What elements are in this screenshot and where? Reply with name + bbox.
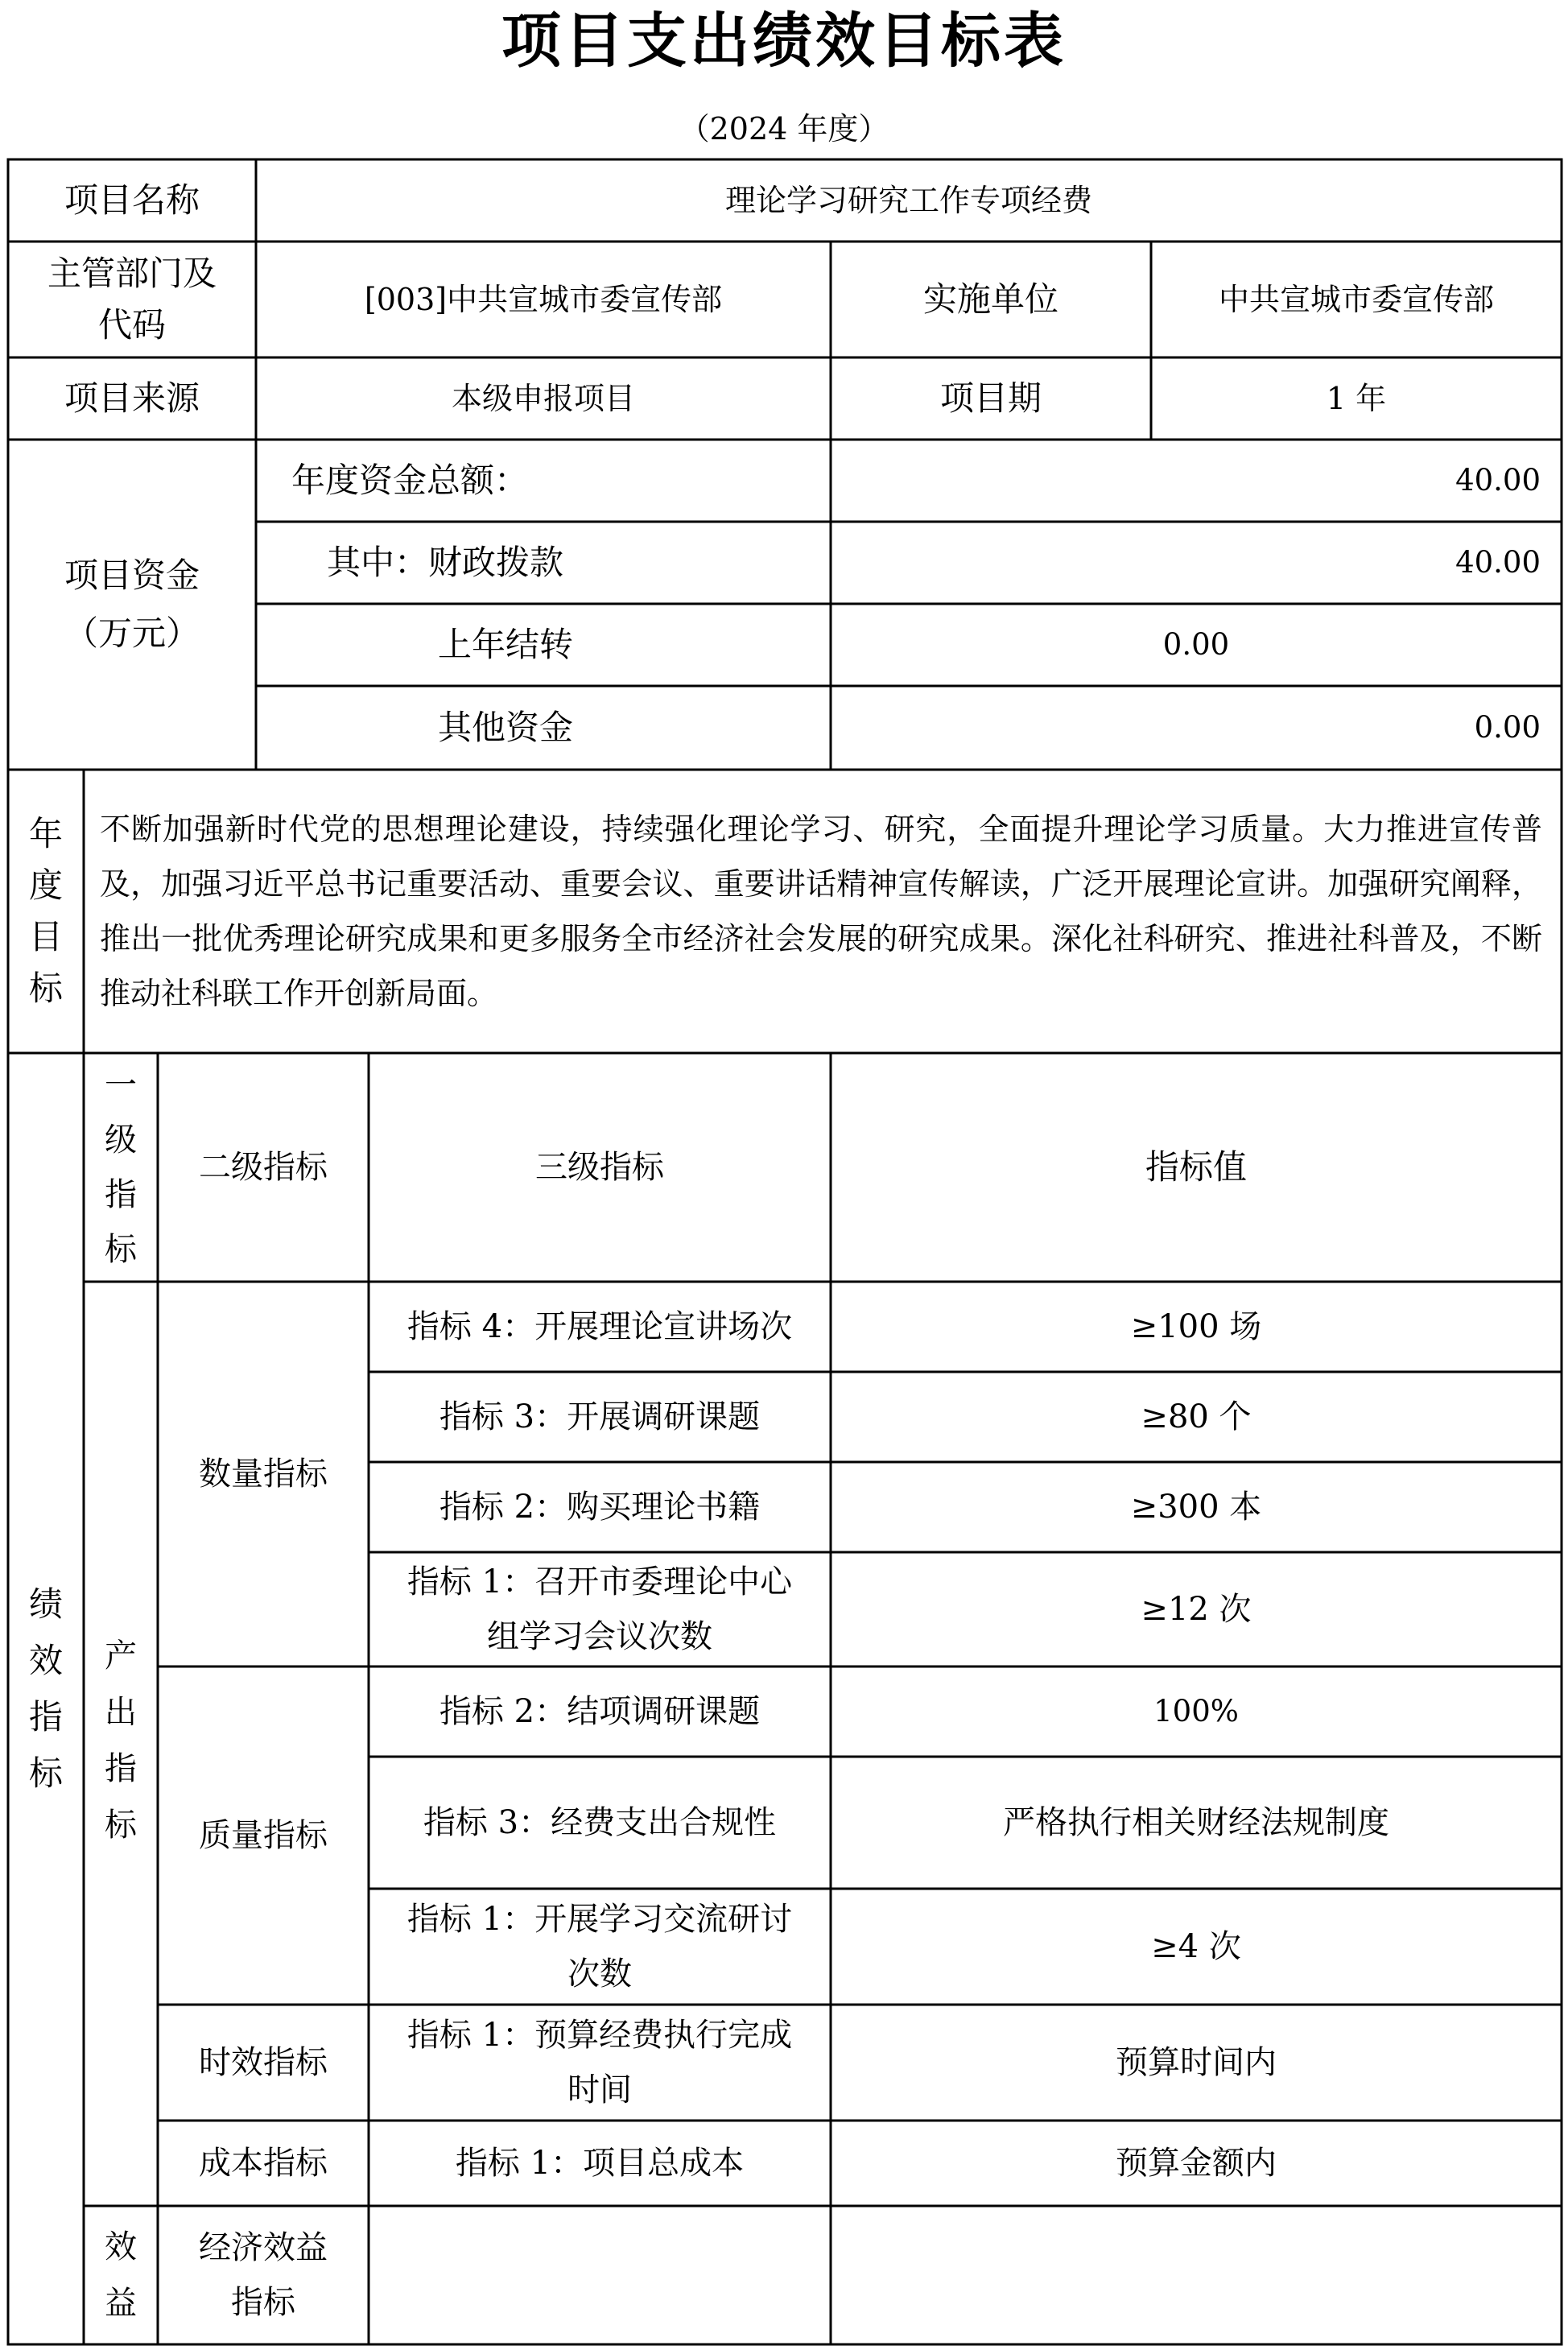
period-value: 1 年: [1326, 381, 1387, 416]
header-level1: 一 级 指 标: [105, 1067, 137, 1268]
header-level2: 二级指标: [199, 1149, 328, 1186]
project-name-value: 理论学习研究工作专项经费: [724, 183, 1092, 218]
indicator-value: ≥4 次: [1151, 1928, 1241, 1965]
project-name-label: 项目名称: [64, 180, 200, 220]
funds-carryover-label: 上年结转: [438, 625, 574, 664]
indicator-value: 预算时间内: [1116, 2044, 1277, 2081]
indicator-name: 指标 2：结项调研课题: [439, 1693, 761, 1730]
header-level3: 三级指标: [535, 1149, 664, 1186]
indicator-value: ≥12 次: [1141, 1591, 1252, 1628]
indicator-name: 指标 1：预算经费执行完成 时间: [406, 2017, 793, 2108]
funds-fiscal-value: 40.00: [1455, 545, 1541, 580]
period-label: 项目期: [939, 378, 1042, 418]
funds-fiscal-label: 其中：财政拨款: [327, 543, 564, 582]
source-value: 本级申报项目: [451, 381, 635, 416]
indicator-value: ≥300 本: [1130, 1489, 1262, 1526]
indicator-name: 指标 1：召开市委理论中心 组学习会议次数: [406, 1563, 793, 1655]
funds-total-label: 年度资金总额：: [291, 461, 529, 500]
indicator-value: 100%: [1153, 1694, 1239, 1728]
goal-text: 不断加强新时代党的思想理论建设，持续强化理论学习、研究，全面提升理论学习质量。大力推进宣传普及，加强习近平总书记重要活动、重要会议、重要讲话精神宣传解读，广泛开展理论宣讲。加强研究阐释，推出一批优秀理论研究成果和更多服务全市经济社会发展的研究成果。深化社科研究、推进社科普及，不断推动社科联工作开创新局面。: [100, 812, 1542, 1011]
group-quality-label: 质量指标: [199, 1817, 328, 1854]
benefit-indicators-label: 效 益: [105, 2228, 137, 2322]
header-value: 指标值: [1145, 1147, 1247, 1187]
indicator-name: 指标 1：开展学习交流研讨 次数: [406, 1901, 793, 1993]
indicator-value: 预算金额内: [1116, 2145, 1277, 2182]
goal-label: 年 度 目 标: [28, 814, 63, 1008]
funds-other-value: 0.00: [1474, 710, 1541, 745]
indicator-name: 指标 3：开展调研课题: [439, 1398, 761, 1435]
page-subtitle: （2024 年度）: [679, 111, 889, 147]
group-quantity-label: 数量指标: [199, 1456, 328, 1493]
indicators-section-label: 绩 效 指 标: [28, 1584, 63, 1793]
impl-unit-value: 中共宣城市委宣传部: [1218, 282, 1494, 317]
group-economic-benefit-label: 经济效益 指标: [199, 2229, 328, 2321]
group-timeliness-label: 时效指标: [199, 2044, 328, 2081]
funds-carryover-value: 0.00: [1162, 627, 1230, 662]
funds-label: 项目资金 （万元）: [64, 555, 200, 653]
dept-label: 主管部门及 代码: [47, 254, 217, 345]
indicator-value: ≥80 个: [1141, 1398, 1252, 1435]
dept-value: [003]中共宣城市委宣传部: [364, 282, 723, 317]
funds-total-value: 40.00: [1455, 463, 1541, 498]
indicator-name: 指标 3：经费支出合规性: [423, 1804, 777, 1841]
impl-unit-label: 实施单位: [922, 279, 1058, 319]
indicator-name: 指标 1：项目总成本: [455, 2145, 745, 2182]
group-cost-label: 成本指标: [199, 2145, 328, 2182]
page-title: 项目支出绩效目标表: [501, 6, 1067, 76]
output-indicators-label: 产 出 指 标: [105, 1638, 137, 1844]
indicator-name: [369, 2206, 831, 2344]
source-label: 项目来源: [64, 378, 200, 418]
indicator-name: 指标 4：开展理论宣讲场次: [406, 1308, 793, 1345]
indicator-value: ≥100 场: [1130, 1308, 1262, 1345]
indicator-name: 指标 2：购买理论书籍: [439, 1489, 761, 1526]
funds-other-label: 其他资金: [438, 708, 574, 747]
indicator-value: 严格执行相关财经法规制度: [1003, 1804, 1389, 1841]
indicator-value: [831, 2206, 1562, 2344]
